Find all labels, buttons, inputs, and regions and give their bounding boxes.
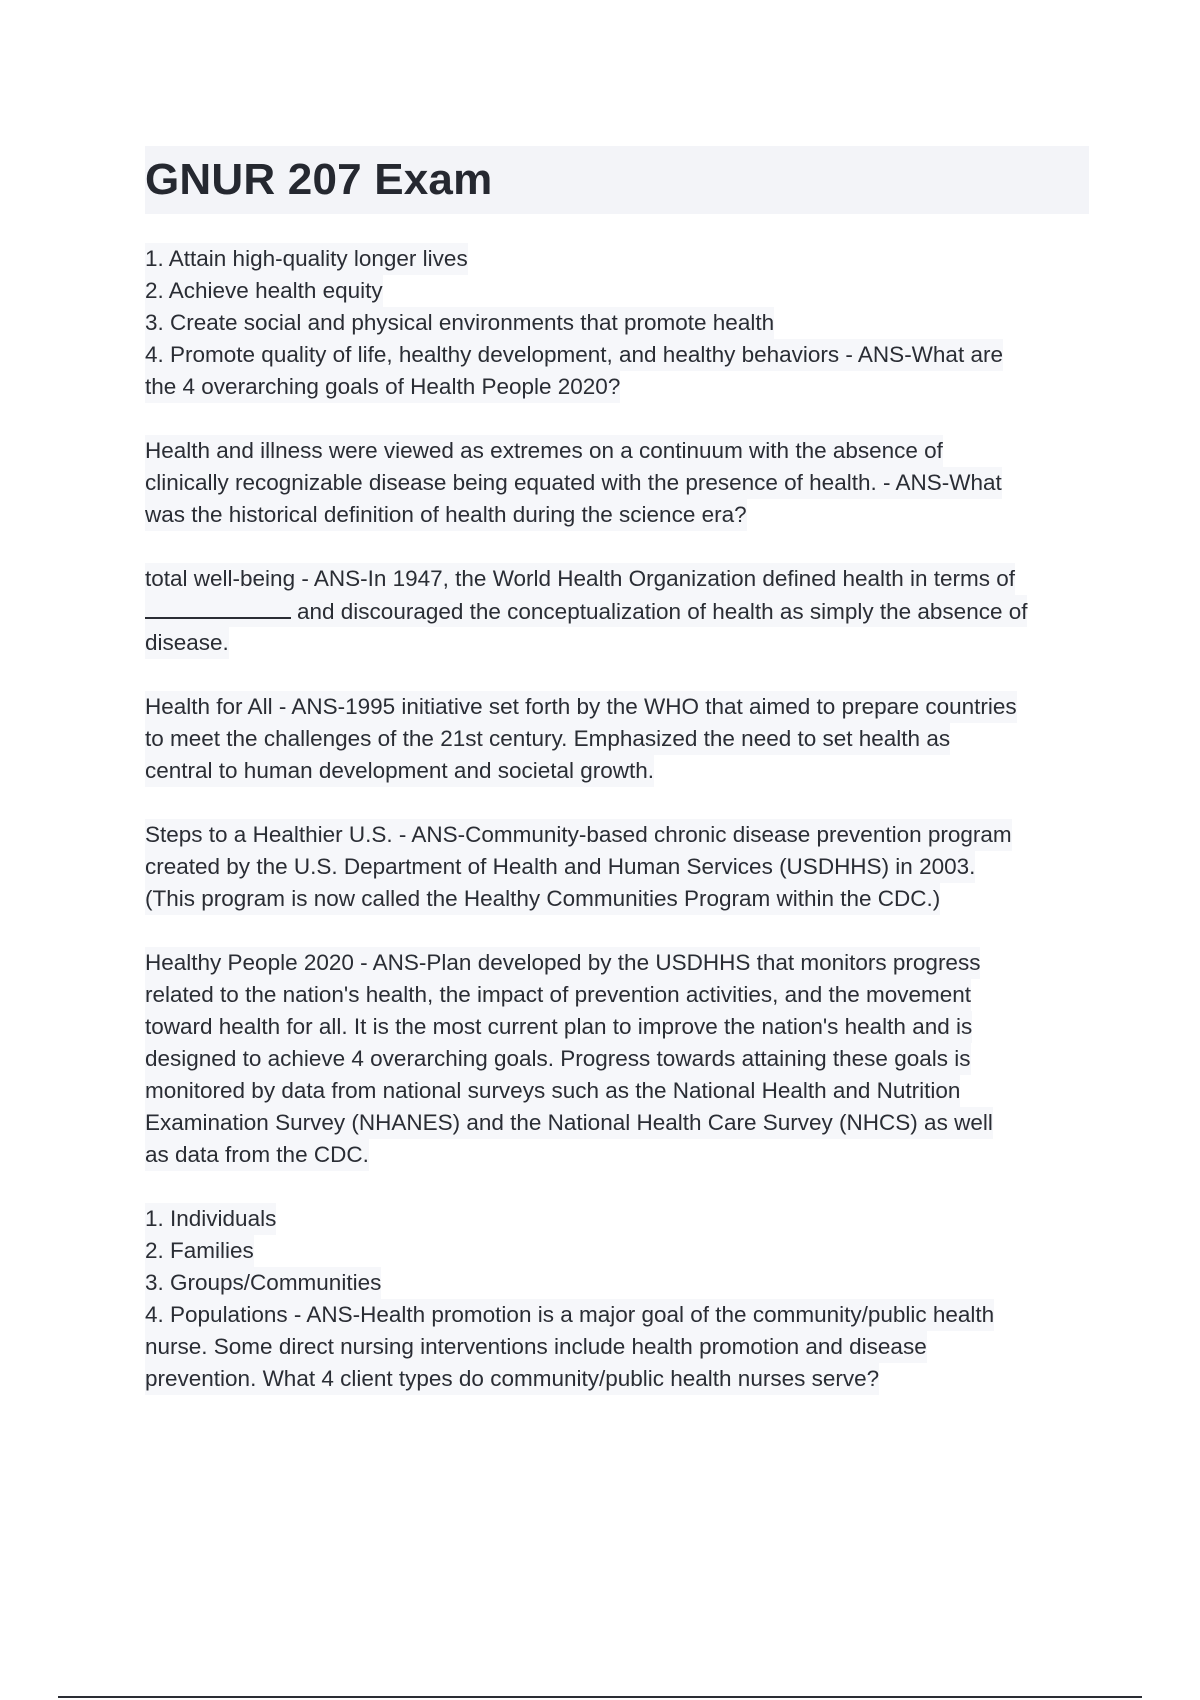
flashcard-4 bbox=[145, 691, 1095, 787]
text-line: central to human development and societal growth. bbox=[145, 755, 654, 787]
fill-in-blank bbox=[145, 595, 291, 619]
flashcard-5 bbox=[145, 819, 1095, 915]
text-line: monitored by data from national surveys such as the National Health and Nutrition bbox=[145, 1075, 960, 1107]
text-line: related to the nation's health, the impact of prevention activities, and the movement bbox=[145, 979, 971, 1011]
text-line: to meet the challenges of the 21st century. Emphasized the need to set health as bbox=[145, 723, 950, 755]
text-line: was the historical definition of health during the science era? bbox=[145, 499, 747, 531]
text-line: Health and illness were viewed as extremes on a continuum with the absence of bbox=[145, 435, 943, 467]
text-line: created by the U.S. Department of Health and Human Services (USDHHS) in 2003. bbox=[145, 851, 975, 883]
flashcard-7 bbox=[145, 1203, 1095, 1395]
text-line: Steps to a Healthier U.S. - ANS-Community-based chronic disease prevention program bbox=[145, 819, 1012, 851]
text-line: nurse. Some direct nursing interventions include health promotion and disease bbox=[145, 1331, 927, 1363]
text-line: clinically recognizable disease being equated with the presence of health. - ANS-What bbox=[145, 467, 1002, 499]
text-fragment: and discouraged the conceptualization of health as simply the absence of bbox=[297, 599, 1028, 624]
text-line: 1. Attain high-quality longer lives bbox=[145, 243, 468, 275]
text-line: 2. Achieve health equity bbox=[145, 275, 383, 307]
text-line: the 4 overarching goals of Health People 2020? bbox=[145, 371, 620, 403]
text-line: Health for All - ANS-1995 initiative set forth by the WHO that aimed to prepare countries bbox=[145, 691, 1017, 723]
text-line: 3. Groups/Communities bbox=[145, 1267, 381, 1299]
text-line: Healthy People 2020 - ANS-Plan developed by the USDHHS that monitors progress bbox=[145, 947, 980, 979]
flashcard-list bbox=[145, 243, 1095, 1427]
flashcard-6 bbox=[145, 947, 1095, 1171]
text-line: designed to achieve 4 overarching goals. Progress towards attaining these goals is bbox=[145, 1043, 971, 1075]
text-line: disease. bbox=[145, 627, 229, 659]
footer-divider bbox=[58, 1696, 1142, 1698]
text-line: as data from the CDC. bbox=[145, 1139, 369, 1171]
text-line: total well-being - ANS-In 1947, the World Health Organization defined health in terms of bbox=[145, 563, 1015, 595]
text-line: prevention. What 4 client types do community/public health nurses serve? bbox=[145, 1363, 879, 1395]
text-line: 1. Individuals bbox=[145, 1203, 276, 1235]
text-line: toward health for all. It is the most current plan to improve the nation's health and is bbox=[145, 1011, 972, 1043]
text-line: 3. Create social and physical environments that promote health bbox=[145, 307, 774, 339]
text-line: 4. Populations - ANS-Health promotion is a major goal of the community/public health bbox=[145, 1299, 994, 1331]
text-line: Examination Survey (NHANES) and the National Health Care Survey (NHCS) as well bbox=[145, 1107, 993, 1139]
flashcard-3 bbox=[145, 563, 1095, 659]
text-line: 4. Promote quality of life, healthy development, and healthy behaviors - ANS-What are bbox=[145, 339, 1003, 371]
flashcard-2 bbox=[145, 435, 1095, 531]
text-line: 2. Families bbox=[145, 1235, 254, 1267]
flashcard-1 bbox=[145, 243, 1095, 403]
text-line: (This program is now called the Healthy Communities Program within the CDC.) bbox=[145, 883, 940, 915]
page-title: GNUR 207 Exam bbox=[145, 155, 493, 204]
text-line-with-blank bbox=[145, 595, 1027, 627]
